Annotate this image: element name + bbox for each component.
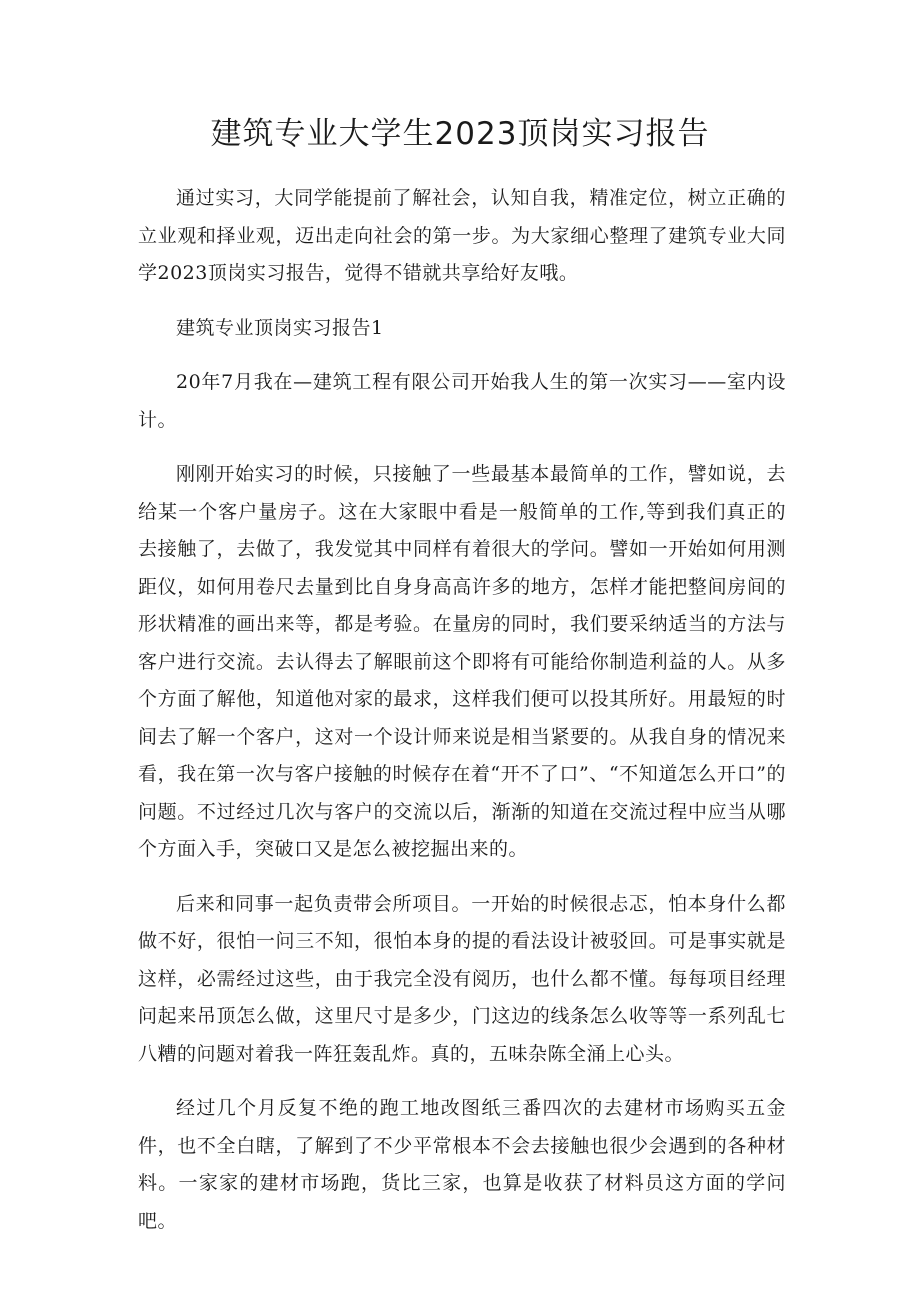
body-paragraph: 刚刚开始实习的时候，只接触了一些最基本最简单的工作，譬如说，去给某一个客户量房子。这在大家眼中看是一般简单的工作,等到我们真正的去接触了，去做了，我发觉其中同样有着很大的学问。譬如一开始如何用测距仪，如何用卷尺去量到比自身身高高许多的地方，怎样才能把整间房间的形状精准的画出来等，都是考验。在量房的同时，我们要采纳适当的方法与客户进行交流。去认得去了解眼前这个即将有可能给你制造利益的人。从多个方面了解他，知道他对家的最求，这样我们便可以投其所好。用最短的时间去了解一个客户，这对一个设计师来说是相当紧要的。从我自身的情况来看，我在第一次与客户接触的时候存在着“开不了口”、“不知道怎么开口”的问题。不过经过几次与客户的交流以后，渐渐的知道在交流过程中应当从哪个方面入手，突破口又是怎么被挖掘出来的。: [138, 463, 786, 860]
body-paragraph: 后来和同事一起负责带会所项目。一开始的时候很忐忑，怕本身什么都做不好，很怕一问三不知，很怕本身的提的看法设计被驳回。可是事实就是这样，必需经过这些，由于我完全没有阅历，也什么都不懂。每每项目经理问起来吊顶怎么做，这里尺寸是多少，门这边的线条怎么收等等一系列乱七八糟的问题对着我一阵狂轰乱炸。真的，五味杂陈全涌上心头。: [138, 892, 786, 1065]
intro-paragraph: 通过实习，大同学能提前了解社会，认知自我，精准定位，树立正确的立业观和择业观，迈出走向社会的第一步。为大家细心整理了建筑专业大同学2023顶岗实习报告，觉得不错就共享给好友哦。: [138, 187, 786, 284]
body-paragraph: 经过几个月反复不绝的跑工地改图纸三番四次的去建材市场购买五金件，也不全白瞎，了解到了不少平常根本不会去接触也很少会遇到的各种材料。一家家的建材市场跑，货比三家，也算是收获了材料员这方面的学问吧。: [138, 1097, 786, 1232]
section-heading: 建筑专业顶岗实习报告1: [176, 316, 384, 339]
body-paragraph: 20年7月我在—建筑工程有限公司开始我人生的第一次实习——室内设计。: [138, 371, 786, 431]
document-title: 建筑专业大学生2023顶岗实习报告: [210, 116, 710, 152]
document-body: [138, 180, 786, 1257]
